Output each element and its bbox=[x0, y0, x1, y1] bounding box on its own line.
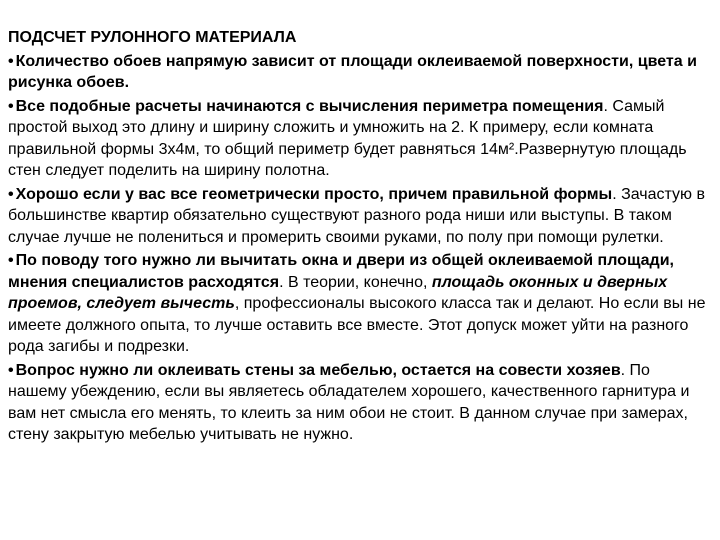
list-item bbox=[8, 184, 712, 249]
item-text: . В теории, конечно, bbox=[279, 273, 432, 291]
page-title: ПОДСЧЕТ РУЛОННОГО МАТЕРИАЛА bbox=[8, 29, 297, 46]
bullet-marker: • bbox=[8, 252, 14, 269]
bullet-marker: • bbox=[8, 97, 14, 115]
item-bold-text: Вопрос нужно ли оклеивать стены за мебелью, остается на совести хозяев bbox=[15, 361, 621, 379]
list-item bbox=[8, 51, 712, 94]
item-bold-text: По поводу того нужно ли вычитать окна и двери из общей оклеиваемой площади, мнения специалистов расходятся bbox=[8, 252, 674, 291]
list-item bbox=[8, 96, 712, 182]
bullet-marker: • bbox=[8, 361, 14, 379]
list-item bbox=[8, 360, 712, 446]
item-text: . Самый простой выход это длину и ширину сложить и умножить на 2. К примеру, если комната правильной формы 3х4м, то общий периметр будет равняться 14м².Развернутую площадь стен следует поделить на ширину полотна. bbox=[8, 97, 687, 179]
item-bold-italic-text: площадь оконных и дверных проемов, следует вычесть bbox=[8, 273, 668, 312]
list-item bbox=[8, 250, 712, 358]
bullet-marker: • bbox=[8, 52, 14, 70]
item-text-continued: , профессионалы высокого класса так и делают. Но если вы не имеете должного опыта, то лучше оставить все вместе. Этот допуск может уйти на разного рода загибы и подрезки. bbox=[8, 295, 706, 355]
item-text: . Зачастую в большинстве квартир обязательно существуют разного рода ниши или выступы. В таком случае лучше не полениться и промерить своими руками, по полу при помощи рулетки. bbox=[8, 185, 705, 246]
bullet-marker: • bbox=[8, 185, 14, 203]
item-bold-text: Хорошо если у вас все геометрически просто, причем правильной формы bbox=[15, 185, 613, 203]
item-bold-text: Количество обоев напрямую зависит от площади оклеиваемой поверхности, цвета и рисунка обоев. bbox=[8, 52, 697, 91]
item-bold-text: Все подобные расчеты начинаются с вычисления периметра помещения bbox=[15, 97, 604, 115]
slide-content bbox=[8, 27, 712, 448]
item-text: . По нашему убеждению, если вы являетесь обладателем хорошего, качественного гарнитура и вам нет смысла его менять, то клеить за ним обои не стоит. В данном случае при замерах, стену закрытую мебелью учитывать не нужно. bbox=[8, 361, 690, 443]
